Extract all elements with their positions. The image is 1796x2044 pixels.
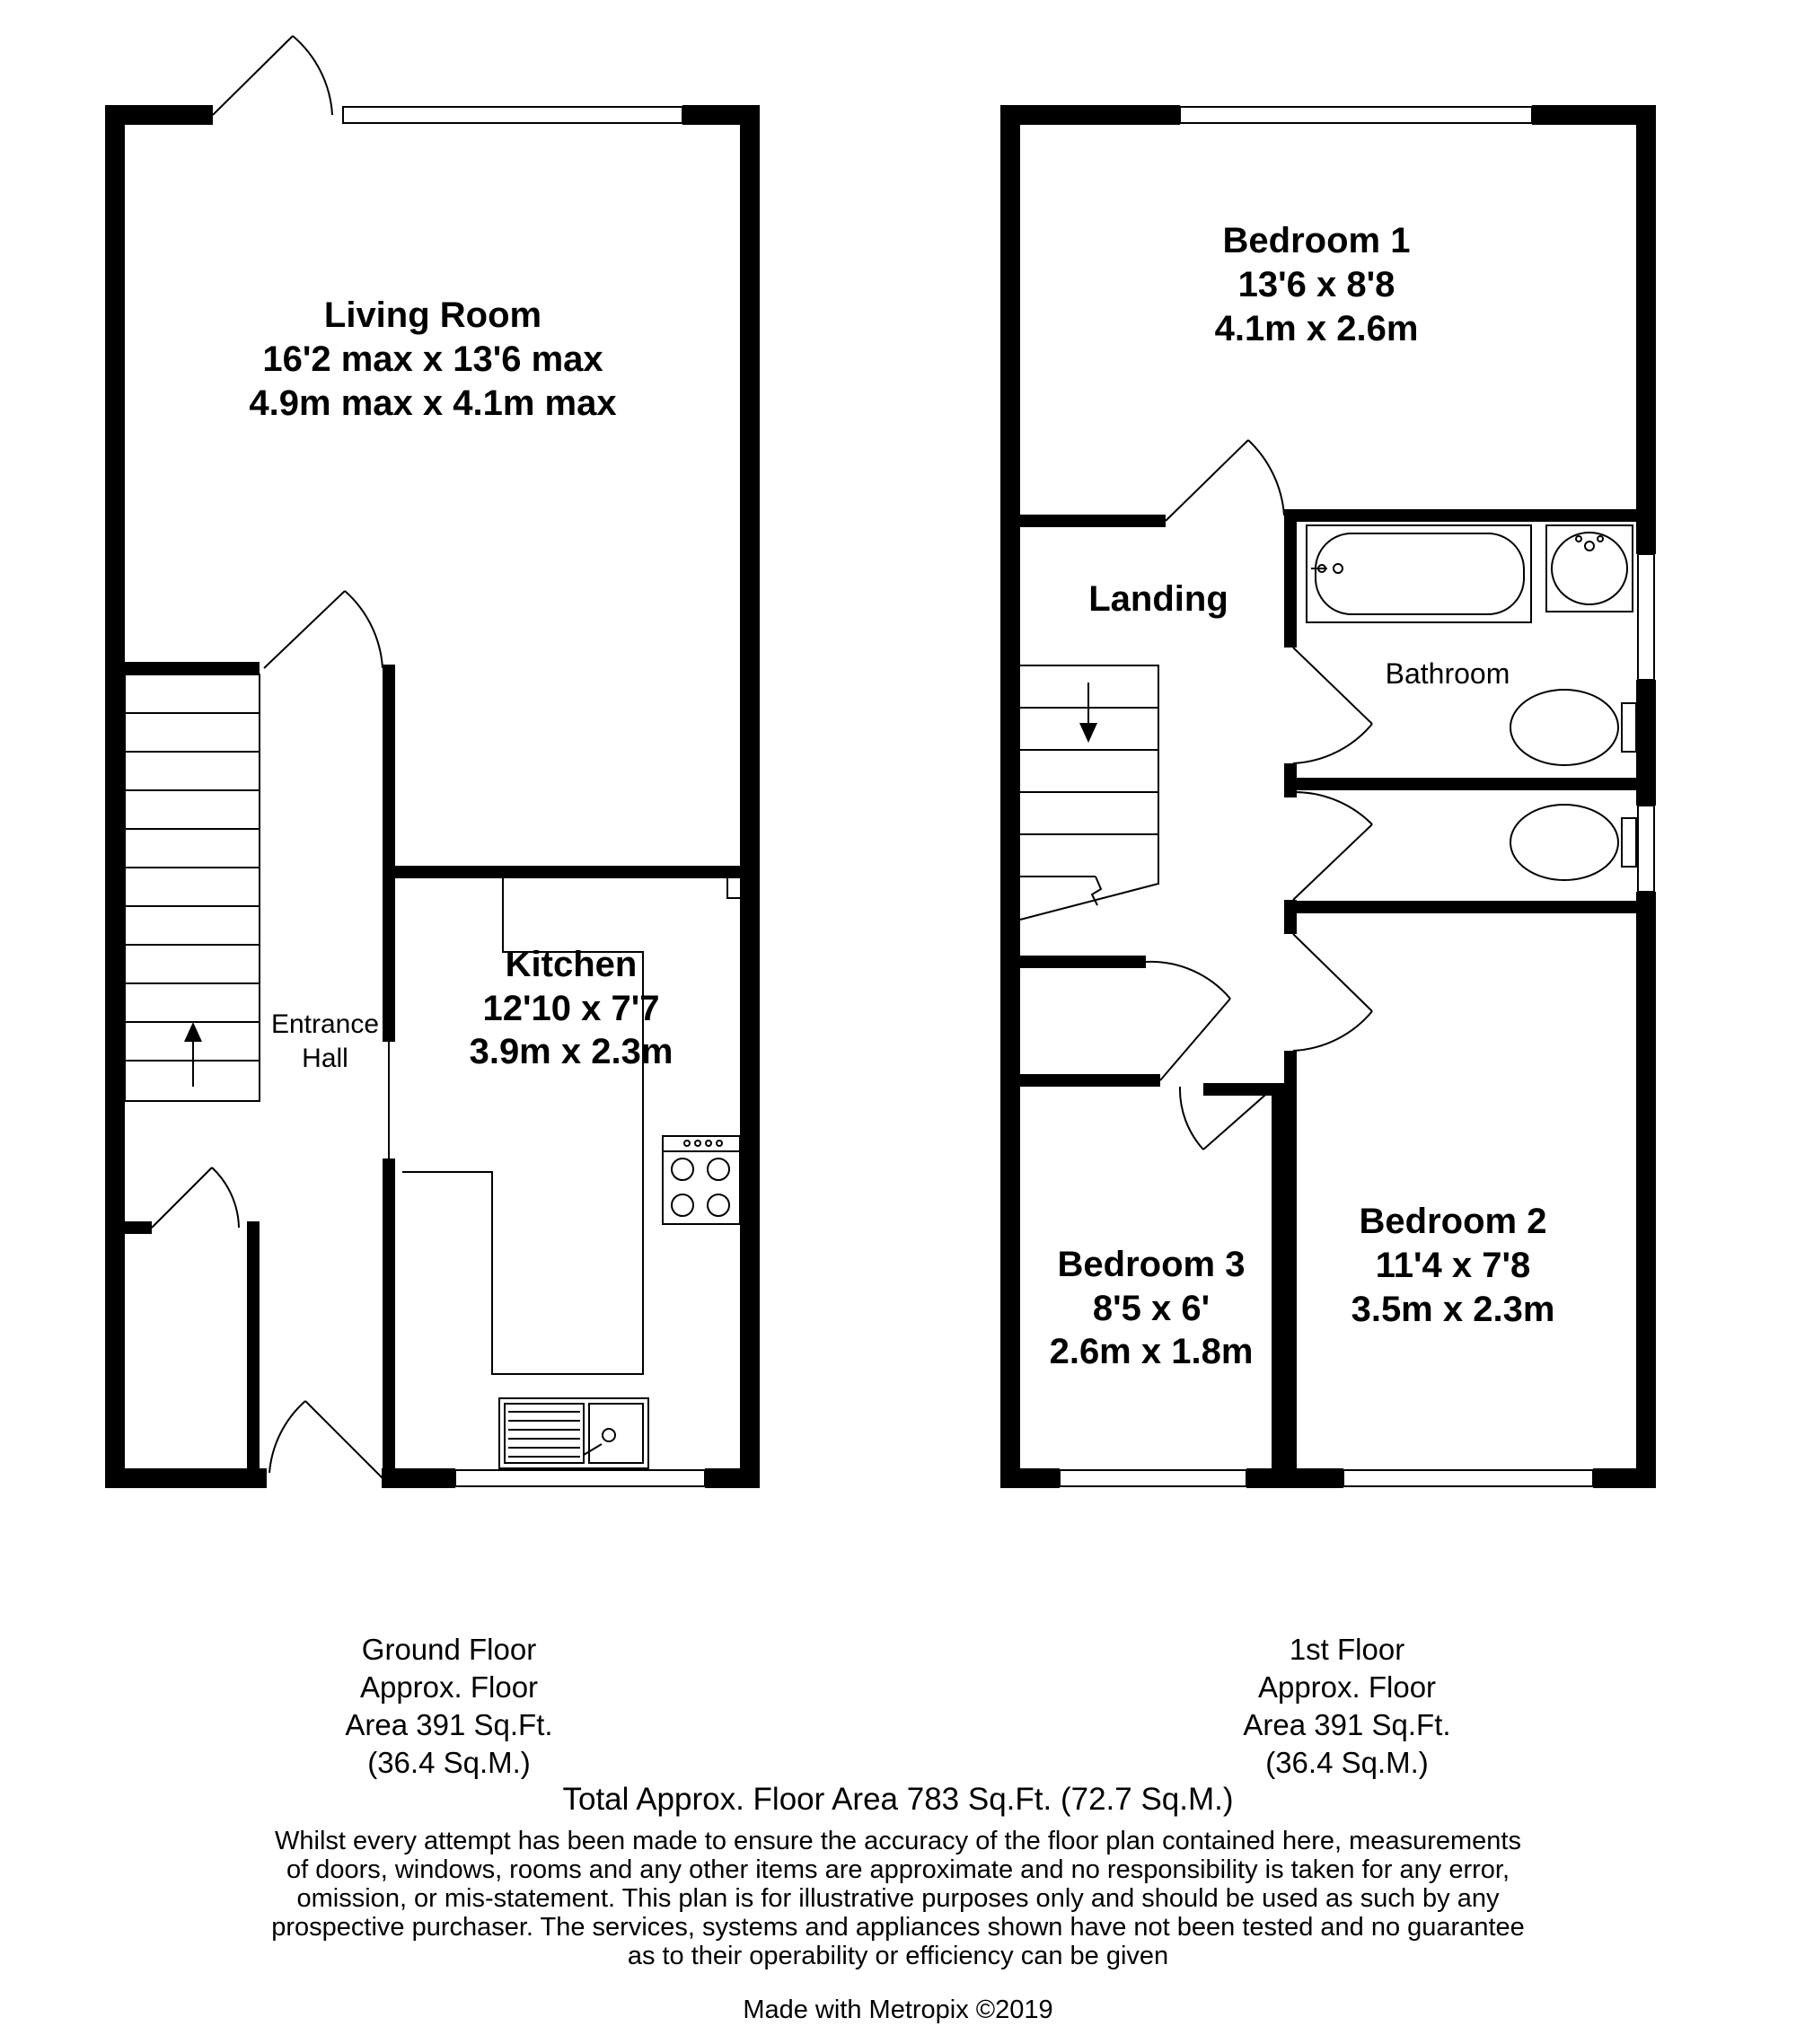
gf-stairs-up-arrow-icon bbox=[184, 1022, 202, 1087]
gf-sink-icon bbox=[499, 1398, 648, 1468]
ff-wall-cupboard-bottom bbox=[1020, 1074, 1160, 1087]
gf-front-door-leaf bbox=[305, 1401, 383, 1478]
first-floor-plan bbox=[1000, 105, 1656, 1488]
ff-wall-bedroom1-bottom-left bbox=[1020, 515, 1166, 527]
gf-hall-door-leaf bbox=[264, 591, 345, 668]
ff-wall-bedroom1-bottom-right bbox=[1284, 509, 1636, 522]
ff-wall-bedroom2-left bbox=[1284, 1051, 1297, 1468]
disclaimer-text: Whilst every attempt has been made to ensure the accuracy of the floor plan contained here, measurements of doors, windows, rooms and any other items are approximate and no responsibility is taken for any error, omission, or mis-statement. This plan is for illustrative purposes only and should be used as such by any prospective purchaser. The services, systems and appliances shown have not been tested and no guarantee as to their operability or efficiency can be given bbox=[271, 1827, 1525, 1970]
gf-kitchen-worktop-corner bbox=[727, 878, 740, 898]
ff-bedroom1-window bbox=[1180, 107, 1532, 123]
ground-floor-sqft: Area 391 Sq.Ft. bbox=[345, 1708, 553, 1741]
gf-wall-stairs-top bbox=[125, 662, 260, 674]
ff-bathroom-door-swing bbox=[1293, 724, 1372, 763]
gf-wall-cupboard-top bbox=[125, 1221, 152, 1234]
total-floor-area: Total Approx. Floor Area 783 Sq.Ft. (72.7 Sq.M.) bbox=[562, 1782, 1234, 1817]
landing-name: Landing bbox=[1088, 579, 1228, 619]
ground-floor-area bbox=[269, 1631, 629, 1782]
ff-wall-bathroom-left bbox=[1284, 522, 1297, 648]
entrance-hall-line1: Entrance bbox=[270, 1009, 380, 1039]
ff-wc-door-swing bbox=[1293, 792, 1372, 824]
living-room-name: Living Room bbox=[323, 295, 542, 335]
gf-wall-bottom-right-b bbox=[705, 1468, 760, 1488]
bedroom1-metric: 4.1m x 2.6m bbox=[1214, 309, 1419, 348]
gf-cupboard-door-leaf bbox=[152, 1167, 212, 1228]
ff-bedroom2-door-leaf bbox=[1293, 934, 1372, 1011]
gf-hob-icon bbox=[663, 1136, 740, 1224]
first-floor-sqm: (36.4 Sq.M.) bbox=[1265, 1746, 1429, 1779]
ground-floor-approx: Approx. Floor bbox=[359, 1670, 539, 1704]
gf-wall-left bbox=[105, 105, 125, 1488]
gf-wall-bottom-left bbox=[105, 1468, 267, 1488]
bedroom1-imperial: 13'6 x 8'8 bbox=[1237, 265, 1395, 304]
ff-bathroom-door-leaf bbox=[1293, 648, 1372, 724]
ground-floor-title: Ground Floor bbox=[361, 1633, 537, 1666]
gf-wall-right bbox=[740, 105, 760, 1488]
ff-bedroom3-window bbox=[1060, 1470, 1246, 1486]
gf-front-door-swing bbox=[269, 1401, 305, 1473]
ff-bedroom2-door-swing bbox=[1293, 1011, 1372, 1051]
ff-wall-wc-left-b bbox=[1284, 900, 1297, 934]
ground-floor-plan bbox=[105, 36, 760, 1488]
ff-wall-bottom-c bbox=[1593, 1468, 1656, 1488]
first-floor-title: 1st Floor bbox=[1289, 1633, 1405, 1666]
ff-bedroom3-door-swing bbox=[1180, 1087, 1203, 1150]
gf-wall-hall-right-lower bbox=[383, 1159, 395, 1468]
kitchen-metric: 3.9m x 2.3m bbox=[469, 1032, 674, 1071]
bedroom3-name: Bedroom 3 bbox=[1057, 1245, 1246, 1284]
ff-wall-bathroom-wc bbox=[1297, 778, 1636, 790]
gf-wall-cupboard-right bbox=[247, 1221, 260, 1468]
ff-wall-bathroom-left-b bbox=[1284, 763, 1297, 790]
ff-wc-door-leaf bbox=[1293, 824, 1372, 900]
ff-wall-bottom-b bbox=[1246, 1468, 1343, 1488]
gf-wall-hall-right-upper bbox=[383, 665, 395, 1042]
bedroom2-imperial: 11'4 x 7'8 bbox=[1375, 1246, 1531, 1285]
gf-hall-door-swing bbox=[345, 591, 383, 668]
ff-bathroom-toilet-icon bbox=[1510, 690, 1636, 765]
living-room-imperial: 16'2 max x 13'6 max bbox=[262, 339, 603, 379]
ff-wall-bedroom3-right bbox=[1272, 1083, 1284, 1468]
ground-floor-sqm: (36.4 Sq.M.) bbox=[367, 1746, 531, 1779]
ff-wall-right-mid bbox=[1636, 680, 1656, 806]
first-floor-sqft: Area 391 Sq.Ft. bbox=[1243, 1708, 1451, 1741]
ff-cupboard-door-swing bbox=[1146, 962, 1230, 999]
gf-cupboard-door-swing bbox=[212, 1167, 239, 1228]
kitchen-name: Kitchen bbox=[505, 945, 638, 984]
bedroom1-name: Bedroom 1 bbox=[1222, 221, 1411, 260]
ff-wall-right-bottom bbox=[1636, 892, 1656, 1488]
ff-bedroom3-door-leaf bbox=[1203, 1089, 1272, 1150]
gf-back-door-leaf bbox=[213, 36, 293, 115]
ff-wall-top-left bbox=[1000, 105, 1180, 125]
ff-wc-toilet-icon bbox=[1510, 805, 1636, 880]
first-floor-approx: Approx. Floor bbox=[1257, 1670, 1437, 1704]
gf-kitchen-window bbox=[455, 1470, 705, 1486]
bedroom3-imperial: 8'5 x 6' bbox=[1092, 1289, 1211, 1328]
ff-bedroom1-door-leaf bbox=[1166, 440, 1248, 521]
ff-bath-icon bbox=[1307, 525, 1531, 622]
gf-living-window bbox=[343, 107, 682, 123]
gf-back-door-swing bbox=[293, 36, 332, 115]
ff-stairs-down-arrow-icon bbox=[1079, 683, 1097, 743]
entrance-hall-line2: Hall bbox=[302, 1044, 348, 1073]
ff-bedroom2-window bbox=[1343, 1470, 1593, 1486]
ff-bedroom1-door-swing bbox=[1248, 440, 1284, 515]
bedroom3-metric: 2.6m x 1.8m bbox=[1049, 1332, 1254, 1371]
ff-bathroom-window bbox=[1638, 554, 1654, 680]
ff-wc-window bbox=[1638, 806, 1654, 892]
ff-wall-bedroom2-top bbox=[1297, 901, 1636, 913]
ff-wall-cupboard-top bbox=[1020, 956, 1146, 968]
gf-wall-kitchen-top bbox=[395, 866, 740, 878]
ff-wall-right-top bbox=[1636, 105, 1656, 554]
ff-wall-bottom-a bbox=[1000, 1468, 1060, 1488]
ff-cupboard-door-leaf bbox=[1160, 999, 1230, 1080]
ff-basin-icon bbox=[1546, 525, 1633, 612]
kitchen-imperial: 12'10 x 7'7 bbox=[482, 989, 660, 1028]
bathroom-name: Bathroom bbox=[1385, 657, 1510, 690]
gf-wall-bottom-right-a bbox=[382, 1468, 455, 1488]
first-floor-area bbox=[1167, 1631, 1527, 1782]
bedroom2-metric: 3.5m x 2.3m bbox=[1351, 1290, 1555, 1329]
metropix-credit: Made with Metropix ©2019 bbox=[743, 1996, 1053, 2024]
bedroom2-name: Bedroom 2 bbox=[1359, 1202, 1547, 1241]
ff-wall-left bbox=[1000, 105, 1020, 1488]
living-room-metric: 4.9m max x 4.1m max bbox=[249, 383, 617, 423]
